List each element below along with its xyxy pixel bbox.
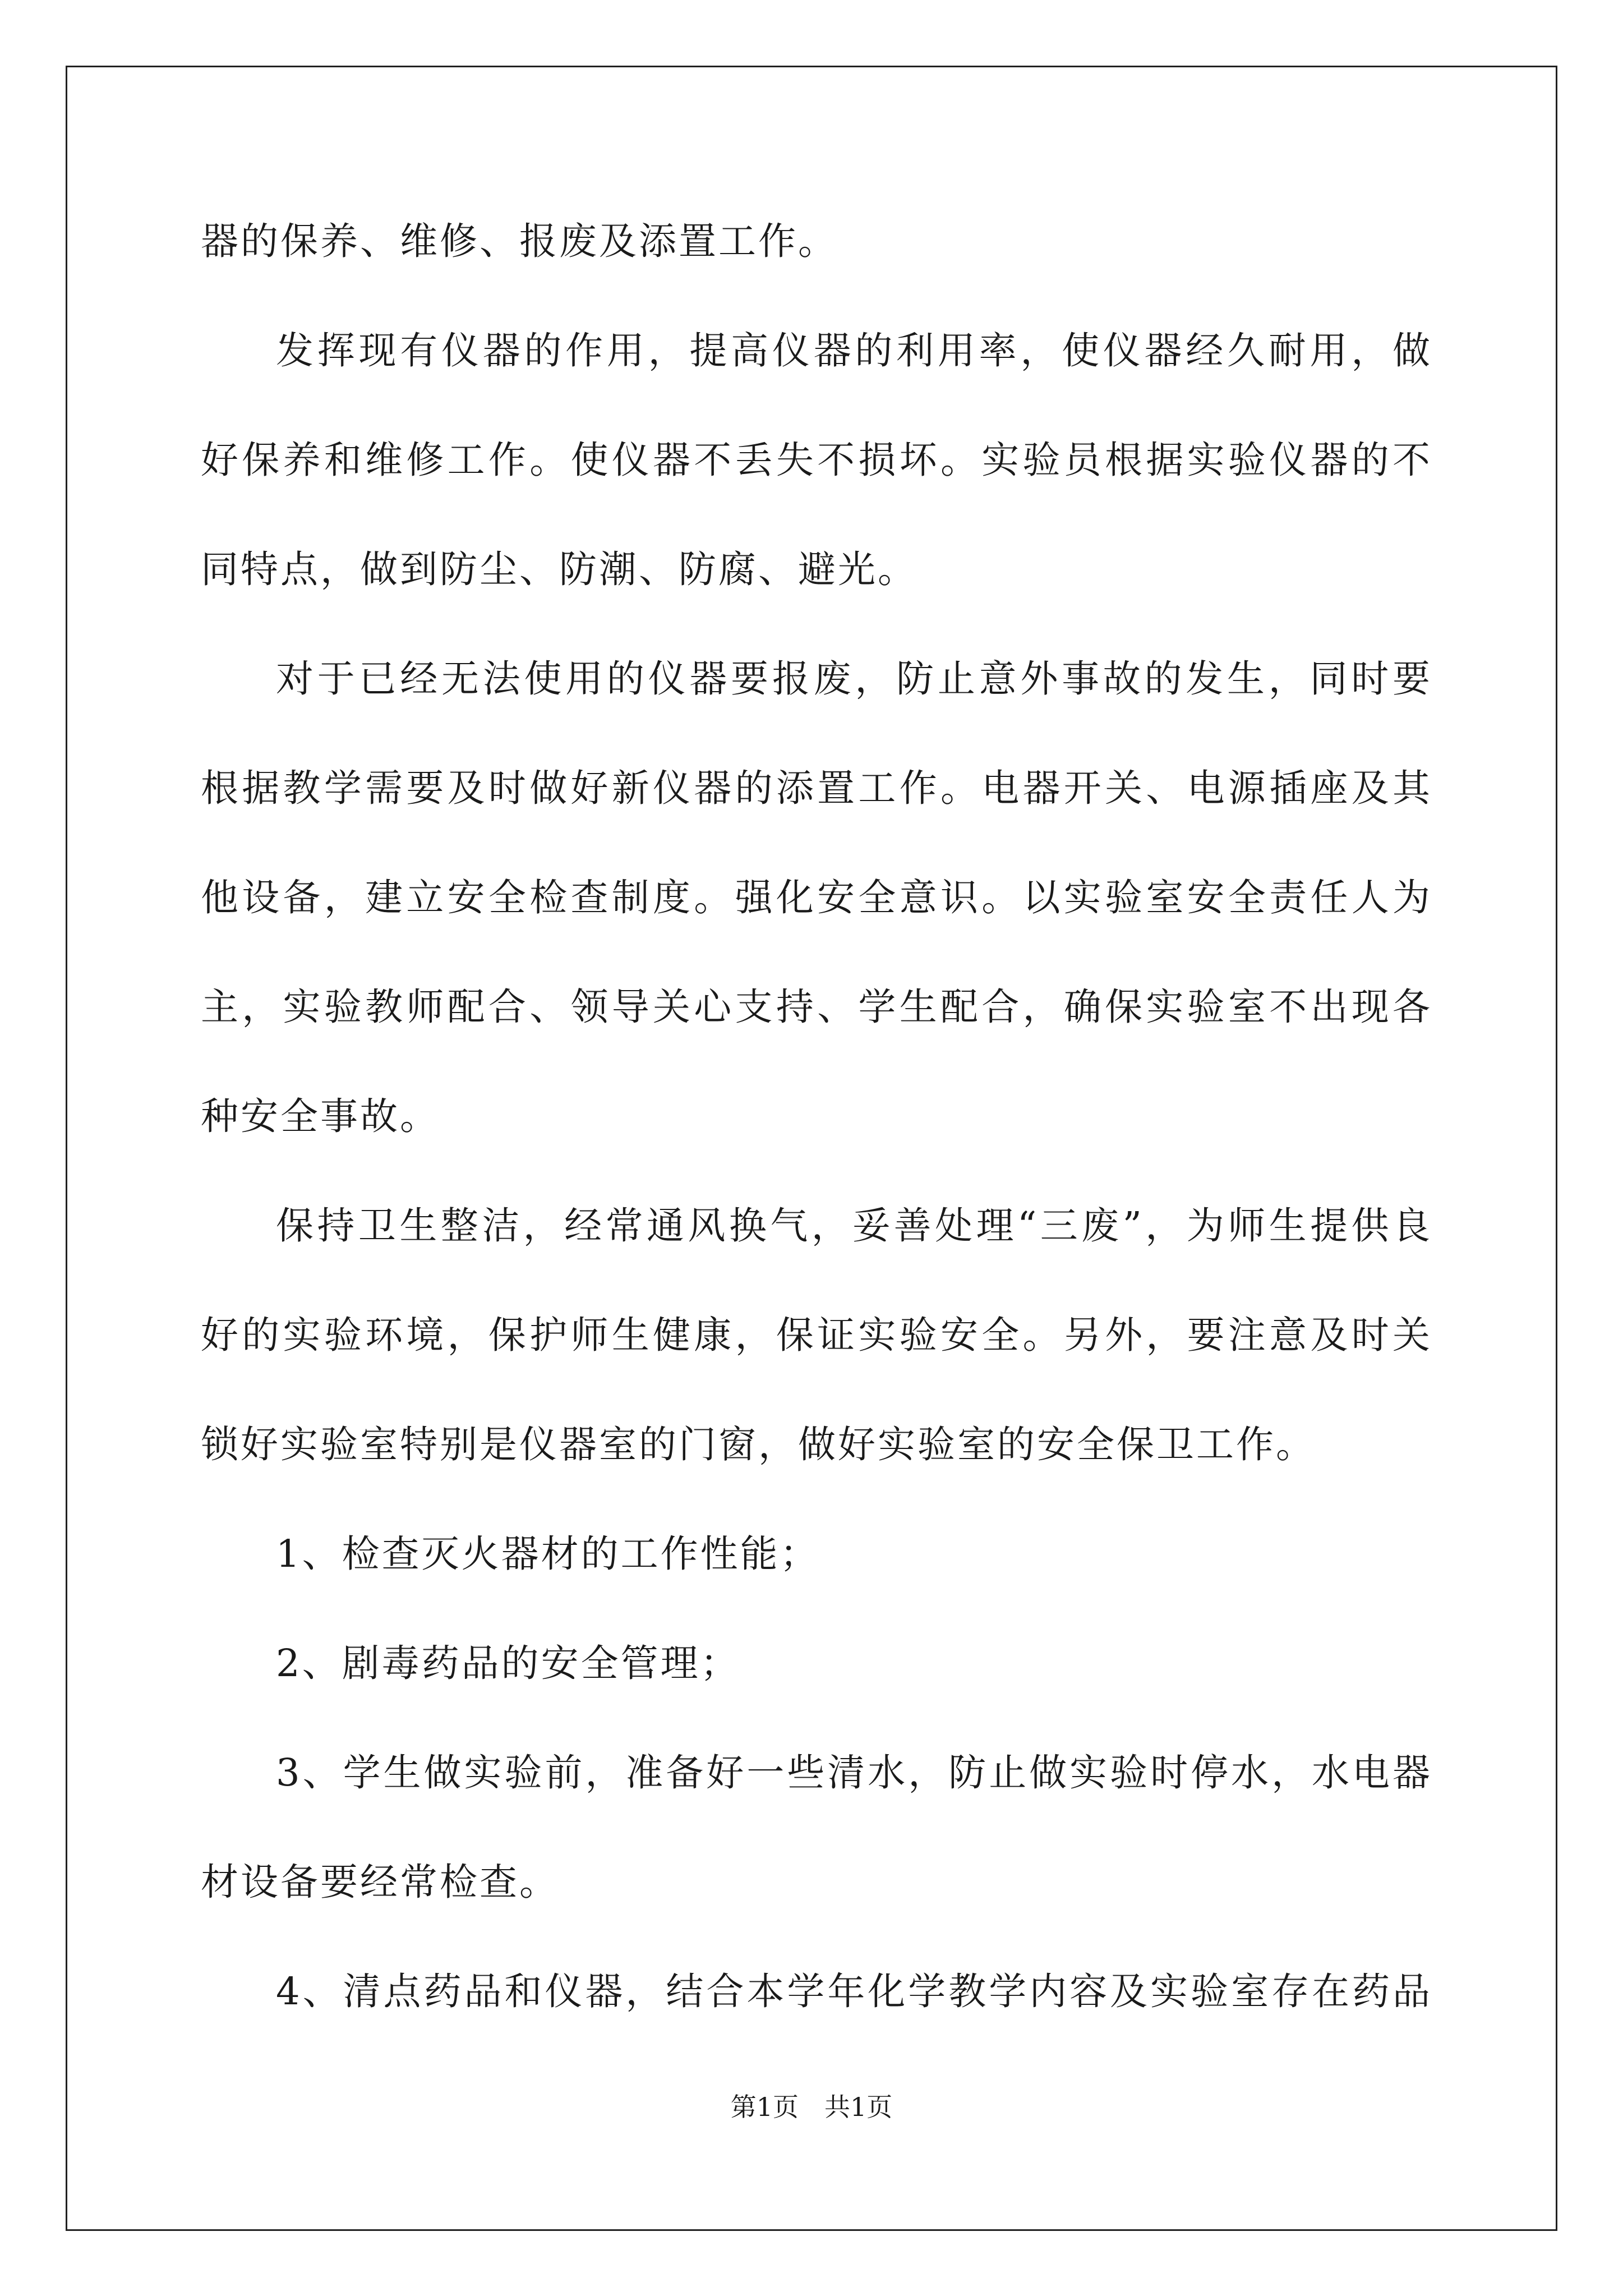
text-line: 材设备要经常检查。 xyxy=(201,1860,559,1904)
text-line: 发挥现有仪器的作用，提高仪器的利用率，使仪器经久耐用，做 xyxy=(276,329,1430,372)
text-line: 1、检查灭火器材的工作性能； xyxy=(276,1532,820,1576)
text-line: 主，实验教师配合、领导关心支持、学生配合，确保实验室不出现各 xyxy=(201,985,1430,1029)
text-line: 保持卫生整洁，经常通风换气，妥善处理“三废”，为师生提供良 xyxy=(276,1204,1430,1248)
document-body xyxy=(201,213,1430,2019)
text-line: 种安全事故。 xyxy=(201,1094,440,1138)
text-line: 对于已经无法使用的仪器要报废，防止意外事故的发生，同时要 xyxy=(276,657,1430,701)
text-line: 同特点，做到防尘、防潮、防腐、避光。 xyxy=(201,547,917,591)
text-line: 3、学生做实验前，准备好一些清水，防止做实验时停水，水电器 xyxy=(276,1751,1430,1795)
page-number: 第1页 xyxy=(730,2092,799,2122)
page-total: 共1页 xyxy=(824,2092,893,2122)
page-footer xyxy=(0,2090,1623,2124)
text-line: 器的保养、维修、报废及添置工作。 xyxy=(201,219,838,263)
text-line: 好的实验环境，保护师生健康，保证实验安全。另外，要注意及时关 xyxy=(201,1313,1430,1357)
text-line: 好保养和维修工作。使仪器不丢失不损坏。实验员根据实验仪器的不 xyxy=(201,438,1430,482)
text-line: 根据教学需要及时做好新仪器的添置工作。电器开关、电源插座及其 xyxy=(201,766,1430,810)
text-line: 2、剧毒药品的安全管理； xyxy=(276,1641,740,1685)
text-line: 锁好实验室特别是仪器室的门窗，做好实验室的安全保卫工作。 xyxy=(201,1423,1316,1466)
text-line: 他设备，建立安全检查制度。强化安全意识。以实验室安全责任人为 xyxy=(201,876,1430,919)
text-line: 4、清点药品和仪器，结合本学年化学教学内容及实验室存在药品 xyxy=(276,1970,1430,2013)
